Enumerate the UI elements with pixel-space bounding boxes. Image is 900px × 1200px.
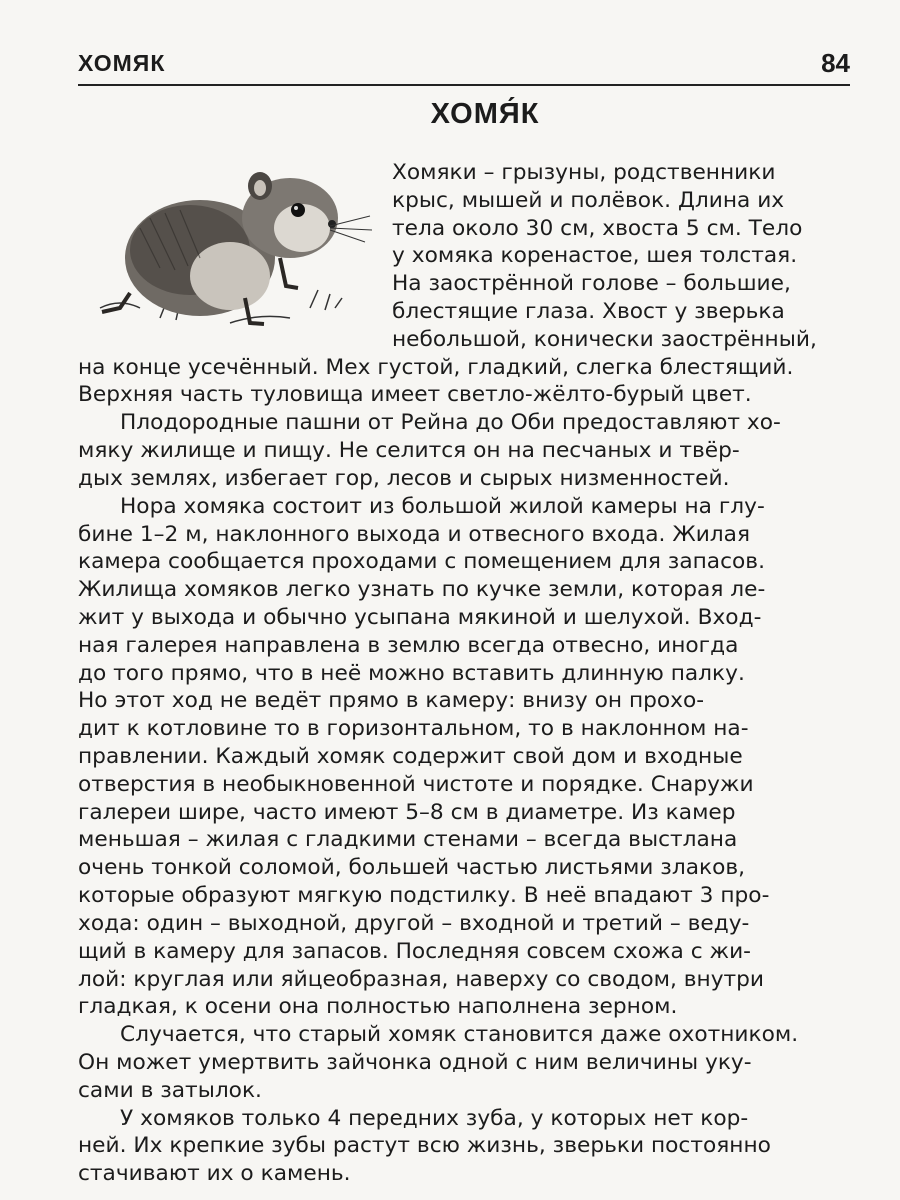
text-line: галереи шире, часто имеют 5–8 см в диаметре. Из камер — [78, 799, 736, 825]
text-line: гладкая, к осени она полностью наполнена зерном. — [78, 994, 678, 1020]
text-line: Верхняя часть туловища имеет светло-жёлто-бурый цвет. — [78, 382, 752, 408]
text-line: Хомяки – грызуны, родственники — [392, 160, 776, 185]
text-line: до того прямо, что в неё можно вставить длинную палку. — [78, 660, 745, 686]
running-header — [78, 48, 850, 84]
text-line: камера сообщается проходами с помещением для запасов. — [78, 549, 765, 575]
text-line: Нора хомяка состоит из большой жилой камеры на глу- — [120, 493, 765, 519]
text-line: тела около 30 см, хвоста 5 см. Тело — [392, 215, 803, 241]
text-line: на конце усечённый. Мех густой, гладкий, слегка блестящий. — [78, 354, 794, 380]
text-line: крыс, мышей и полёвок. Длина их — [392, 187, 785, 213]
text-line: ней. Их крепкие зубы растут всю жизнь, зверьки постоянно — [78, 1133, 771, 1159]
hamster-illustration — [80, 158, 380, 358]
text-line: отверстия в необыкновенной чистоте и порядке. Снаружи — [78, 771, 754, 797]
text-line: жит у выхода и обычно усыпана мякиной и шелухой. Вход- — [78, 604, 762, 630]
header-rule — [78, 84, 850, 86]
text-line: очень тонкой соломой, большей частью листьями злаков, — [78, 855, 746, 881]
text-line: ная галерея направлена в землю всегда отвесно, иногда — [78, 632, 739, 658]
text-line: щий в камеру для запасов. Последняя совсем схожа с жи- — [78, 938, 752, 964]
text-line: которые образуют мягкую подстилку. В неё впадают 3 про- — [78, 883, 770, 909]
text-line: дых землях, избегает гор, лесов и сырых низменностей. — [78, 465, 730, 491]
text-line: стачивают их о камень. — [78, 1161, 351, 1187]
text-line: меньшая – жилая с гладкими стенами – всегда выстлана — [78, 827, 738, 853]
text-line: Плодородные пашни от Рейна до Оби предоставляют хо- — [120, 410, 781, 436]
text-line: лой: круглая или яйцеобразная, наверху со сводом, внутри — [78, 966, 765, 992]
text-line: Он может умертвить зайчонка одной с ним величины уку- — [78, 1049, 752, 1075]
text-line: Жилища хомяков легко узнать по кучке земли, которая ле- — [78, 577, 766, 603]
text-line: у хомяка коренастое, шея толстая. — [392, 243, 798, 269]
text-line: правлении. Каждый хомяк содержит свой дом и входные — [78, 744, 743, 770]
page-number: 84 — [821, 48, 850, 78]
text-line: дит к котловине то в горизонтальном, то в наклонном на- — [78, 716, 749, 742]
article-title: ХОМЯ́К — [430, 98, 540, 130]
text-line: У хомяков только 4 передних зуба, у которых нет кор- — [120, 1105, 749, 1131]
text-line: небольшой, конически заострённый, — [392, 326, 817, 352]
text-line: хода: один – выходной, другой – входной и третий – веду- — [78, 910, 750, 936]
text-line: На заострённой голове – большие, — [392, 271, 791, 297]
text-line: блестящие глаза. Хвост у зверька — [392, 299, 785, 325]
text-line: сами в затылок. — [78, 1077, 262, 1103]
running-header-title: ХОМЯК — [78, 50, 166, 76]
text-line: бине 1–2 м, наклонного выхода и отвесного входа. Жилая — [78, 521, 750, 547]
text-line: мяку жилище и пищу. Не селится он на песчаных и твёр- — [78, 438, 740, 464]
text-line: Случается, что старый хомяк становится даже охотником. — [120, 1022, 799, 1048]
text-line: Но этот ход не ведёт прямо в камеру: внизу он прохо- — [78, 688, 705, 714]
